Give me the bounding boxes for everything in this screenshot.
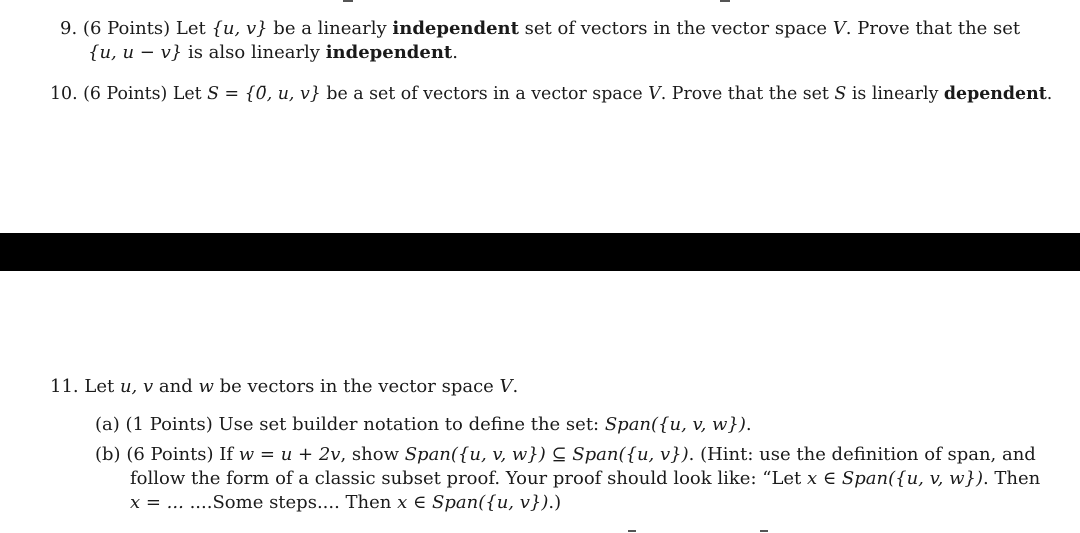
redaction-bar [0,233,1080,271]
q9-text-5: is also linearly [182,42,326,63]
q9-text-4: . Prove that the set [845,18,1021,39]
q10-text-1: (6 Points) Let [83,83,208,104]
q10-eq: = [219,83,245,104]
q10-text-5: . [1046,83,1053,104]
q10-S2: S [834,83,847,104]
q11-w: w [198,376,214,397]
q11b-text-3: . (Hint: use the definition of span, and [688,444,1036,465]
q11-number: 11. [50,376,79,397]
q10-text-4: is linearly [846,83,944,104]
crop-mark-bottom-mid [760,530,768,532]
q11b-text-1: (6 Points) If [126,444,239,465]
q11b-x-eq: x = ... [130,492,184,513]
q11-vars: u, v [119,376,154,397]
q11b-x-in-span: x ∈ Span({u, v}) [397,492,549,513]
q9-set2: {u, u − v} [88,42,183,63]
q11a-text-2: . [745,414,752,435]
q11-text-2: and [153,376,199,397]
q9-line2 [88,41,458,64]
q11a-line [95,413,752,436]
crop-mark-bottom-left [628,530,636,532]
q10-text-2: be a set of vectors in a vector space [320,83,649,104]
q10-bold-dependent: dependent [943,83,1047,104]
q9-space: V [832,18,846,39]
q11-text-4: . [512,376,519,397]
q9-text-3: set of vectors in the vector space [518,18,833,39]
q11b-text-2: , show [340,444,405,465]
q9-text-1: (6 Points) Let [82,18,212,39]
q10-space: V [648,83,661,104]
q11-space: V [499,376,513,397]
q10-set: {0̄, u, v} [244,83,321,104]
q11b-text-4: follow the form of a classic subset proof. Your proof should look like: “Let [130,468,808,489]
q11b-text-6: ....Some steps.... Then [183,492,398,513]
q11b-text-5: . Then [982,468,1041,489]
q11b-span-subset: Span({u, v, w}) ⊆ Span({u, v}) [404,444,689,465]
q10-number: 10. [50,83,78,104]
q9-text-2: be a linearly [267,18,393,39]
q9-number: 9. [60,18,78,39]
q9-text-6: . [452,42,458,63]
q11b-line3 [130,491,561,514]
q9-set: {u, v} [211,18,268,39]
q10-text-3: . Prove that the set [660,83,835,104]
q11b-line2 [130,467,1040,490]
q10-S: S [207,83,220,104]
q10-line [50,82,1052,105]
q11-text-3: be vectors in the vector space [213,376,500,397]
q11b-label: (b) [95,444,121,465]
q11b-line1 [95,443,1036,466]
q11b-let-x: x ∈ Span({u, v, w}) [807,468,983,489]
q11b-eq: w = u + 2v [238,444,341,465]
q11a-label: (a) [95,414,120,435]
q11-text-1: Let [84,376,120,397]
q9-bold-independent: independent [392,18,519,39]
q11a-text-1: (1 Points) Use set builder notation to define the set: [125,414,605,435]
q9-line1 [60,17,1020,40]
q11a-span: Span({u, v, w}) [604,414,746,435]
q11-intro [50,375,518,398]
crop-mark-top-left [343,0,353,2]
q9-bold-independent-2: independent [325,42,453,63]
crop-mark-top-right [720,0,730,2]
q11b-text-7: .) [548,492,562,513]
